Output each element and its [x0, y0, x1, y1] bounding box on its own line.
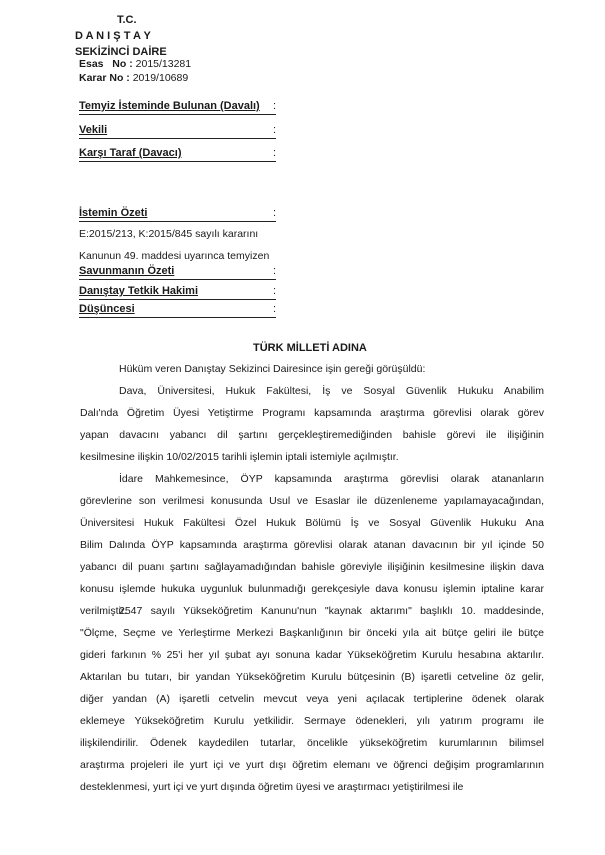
esas-label: Esas	[79, 58, 104, 70]
intro-paragraph: Hüküm veren Danıştay Sekizinci Dairesince işin gereği görüşüldü:	[119, 363, 426, 375]
karar-value: 2019/10689	[132, 72, 189, 84]
paragraph-line: 2547 sayılı Yükseköğretim Kanunu'nun "kaynak aktarımı" başlıklı 10. maddesinde,	[119, 605, 544, 617]
attorney-colon: :	[273, 124, 277, 136]
opinion-label: Düşüncesi	[79, 303, 135, 315]
respondent-colon: :	[273, 147, 277, 159]
defense-rule	[79, 279, 276, 280]
summary-label: İstemin Özeti	[79, 207, 148, 219]
karar-number	[79, 72, 188, 84]
tc-heading: T.C.	[117, 14, 137, 26]
defense-colon: :	[273, 265, 277, 277]
paragraph-line: yabancı dil puanı şartını sağlayamadığından bahisle göreviyle ilişiğinin kesilmesine ilişkin dava	[80, 561, 544, 573]
opinion-rule	[79, 317, 276, 318]
appellant-rule	[79, 114, 276, 115]
summary-line-2: Kanunun 49. maddesi uyarınca temyizen	[79, 250, 270, 262]
summary-colon: :	[273, 207, 277, 219]
attorney-rule	[79, 138, 276, 139]
respondent-rule	[79, 161, 276, 162]
paragraph-line: İdare Mahkemesince, ÖYP kapsamında araştırma görevlisi olarak atananların	[119, 473, 544, 485]
paragraph-line: Dalı'nda Öğretim Üyesi Yetiştirme Programı kapsamında araştırma görevlisi olarak görev	[80, 407, 544, 419]
karar-label: Karar	[79, 72, 107, 84]
judge-rule	[79, 299, 276, 300]
paragraph-line: araştırma projeleri ile yurt içi ve yurt dışı öğretim elemanı ve öğrenci değişim programlarının	[80, 759, 544, 771]
paragraph-line: verilmiştir.	[80, 605, 127, 617]
karar-no-label: No :	[109, 72, 130, 84]
appellant-colon: :	[273, 100, 277, 112]
paragraph-line: Bilim Dalında ÖYP kapsamında araştırma görevlisi olarak atanan davacının bir yıl içinde 50	[80, 539, 544, 551]
paragraph-line: görevlerine son verilmesi konusunda Usul ve Esaslar ile düzenleneme yapılamayacağından,	[80, 495, 544, 507]
esas-value: 2015/13281	[135, 58, 192, 70]
appellant-label: Temyiz İsteminde Bulunan (Davalı)	[79, 100, 260, 112]
paragraph-line: desteklenmesi, yurt içi ve yurt dışında öğretim üyesi ve araştırmacı yetiştirilmesi ile	[80, 781, 464, 793]
paragraph-line: Dava, Üniversitesi, Hukuk Fakültesi, İş ve Sosyal Güvenlik Hukuku Anabilim	[119, 385, 544, 397]
document-title: TÜRK MİLLETİ ADINA	[253, 342, 367, 354]
paragraph-line: konusu işlemde hukuka uygunluk bulunmadığı gerekçesiyle dava konusu işlemin iptaline karar	[80, 583, 544, 595]
esas-number	[79, 58, 191, 70]
paragraph-line: "Ölçme, Seçme ve Yerleştirme Merkezi Başkanlığının bir önceki yıla ait bütçe geliri ile bütçe	[80, 627, 544, 639]
paragraph-line: eklemeye Yükseköğretim Kurulu yetkilidir. Sermaye ödenekleri, yılı yatırım programı ile	[80, 715, 544, 727]
respondent-label: Karşı Taraf (Davacı)	[79, 147, 182, 159]
paragraph-line: ilişkilendirilir. Ödenek kaydedilen tutarlar, öncelikle yükseköğretim kurumlarının bilimsel	[80, 737, 544, 749]
paragraph-line: Aktarılan bu tutarı, bir yandan Yükseköğretim Kurulu bütçesinin (B) işaretli cetveline öz gelir,	[80, 671, 544, 683]
paragraph-line: kesilmesine ilişkin 10/02/2015 tarihli işlemin iptali istemiyle açılmıştır.	[80, 451, 399, 463]
judge-label: Danıştay Tetkik Hakimi	[79, 285, 199, 297]
summary-rule	[79, 221, 276, 222]
opinion-colon: :	[273, 303, 277, 315]
defense-label: Savunmanın Özeti	[79, 265, 175, 277]
judge-colon: :	[273, 285, 277, 297]
paragraph-line: diğer yandan (A) işaretli cetvelin mevcut veya yeni açılacak tertiplerine ödenek olarak	[80, 693, 544, 705]
chamber-name: SEKİZİNCİ DAİRE	[75, 46, 167, 58]
paragraph-line: yapan davacını yabancı dil şartını gerçekleştiremediğinden bahisle görevi ile ilişiğinin	[80, 429, 544, 441]
paragraph-line: gideri farkının % 25'i her yıl şubat ayı sonuna kadar Yükseköğretim Kurulu hesabına aktarılır.	[80, 649, 544, 661]
paragraph-line: Üniversitesi Hukuk Fakültesi Özel Hukuk Bölümü İş ve Sosyal Güvenlik Hukuku Ana	[80, 517, 544, 529]
court-name: D A N I Ş T A Y	[75, 30, 151, 42]
summary-line-1: E:2015/213, K:2015/845 sayılı kararını	[79, 228, 259, 240]
esas-no-label: No :	[112, 58, 133, 70]
attorney-label: Vekili	[79, 124, 108, 136]
